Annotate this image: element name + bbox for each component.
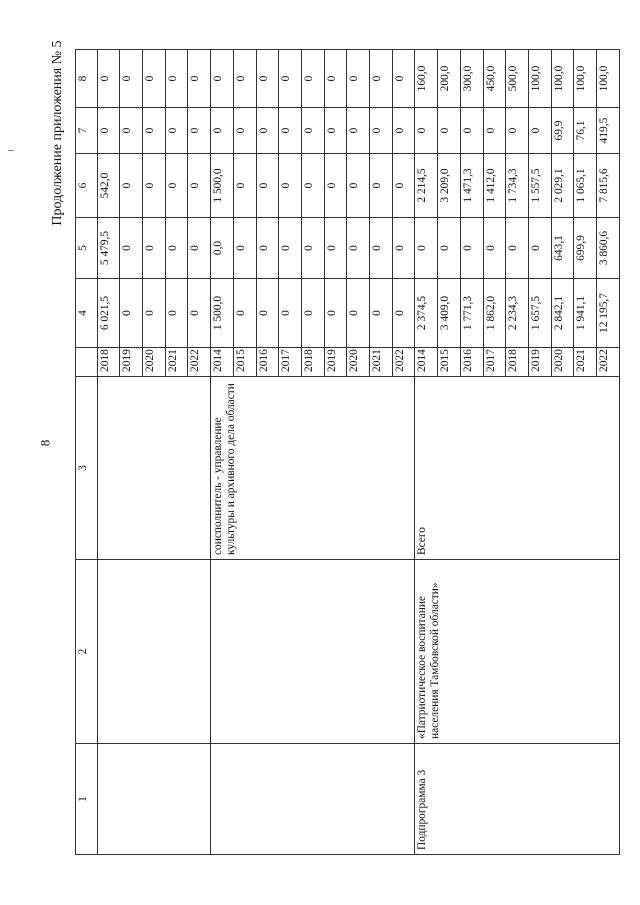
value-cell: 0 [143, 108, 166, 154]
value-cell: 0 [483, 218, 506, 279]
value-cell: 1 771,3 [460, 279, 483, 348]
value-cell: 0 [347, 279, 370, 348]
value-cell: 7 815,6 [597, 154, 620, 218]
year-cell: 2022 [188, 348, 211, 377]
value-cell: 76,1 [574, 108, 597, 154]
value-cell: 1 657,5 [528, 279, 551, 348]
value-cell: 0 [256, 154, 279, 218]
scan-artifact [8, 150, 14, 151]
value-cell: 2 234,3 [506, 279, 529, 348]
value-cell: 2 029,1 [551, 154, 574, 218]
col-header-year [76, 348, 98, 377]
coexecutor-cell: соисполнитель - управление культуры и архивного дела области [211, 377, 415, 560]
subprogram-name-cell: «Патриотическое воспитание населения Тамбовской области» [415, 560, 620, 744]
value-cell: 0 [165, 279, 188, 348]
year-cell: 2021 [370, 348, 393, 377]
value-cell: 0 [347, 218, 370, 279]
block-a-col2 [97, 560, 211, 744]
value-cell: 2 214,5 [415, 154, 438, 218]
value-cell: 0 [97, 50, 120, 108]
header-row [76, 50, 98, 855]
year-cell: 2021 [165, 348, 188, 377]
value-cell: 643,1 [551, 218, 574, 279]
value-cell: 0 [324, 218, 347, 279]
value-cell: 0 [256, 218, 279, 279]
value-cell: 0 [279, 108, 302, 154]
value-cell: 0 [211, 108, 234, 154]
continuation-title: Продолжение приложения № 5 [50, 40, 65, 226]
value-cell: 0 [347, 108, 370, 154]
year-cell: 2019 [324, 348, 347, 377]
value-cell: 0 [483, 108, 506, 154]
value-cell: 6 021,5 [97, 279, 120, 348]
value-cell: 0 [143, 279, 166, 348]
rotated-table-wrapper [75, 50, 620, 855]
year-cell: 2020 [551, 348, 574, 377]
value-cell: 0 [233, 50, 256, 108]
value-cell: 0 [165, 108, 188, 154]
value-cell: 0 [143, 218, 166, 279]
value-cell: 0 [188, 154, 211, 218]
value-cell: 500,0 [506, 50, 529, 108]
value-cell: 0 [301, 154, 324, 218]
value-cell: 5 479,5 [97, 218, 120, 279]
page-number: 8 [37, 439, 53, 447]
value-cell: 100,0 [551, 50, 574, 108]
year-cell: 2014 [415, 348, 438, 377]
value-cell: 0 [143, 50, 166, 108]
year-cell: 2016 [460, 348, 483, 377]
value-cell: 0 [279, 50, 302, 108]
value-cell: 0 [460, 108, 483, 154]
col-header-4: 4 [76, 279, 98, 348]
value-cell: 0 [165, 154, 188, 218]
value-cell: 0 [370, 154, 393, 218]
col-header-3: 3 [76, 377, 98, 560]
value-cell: 3 860,6 [597, 218, 620, 279]
value-cell: 0 [301, 279, 324, 348]
col-header-7: 7 [76, 108, 98, 154]
value-cell: 0 [301, 218, 324, 279]
value-cell: 3 209,0 [438, 154, 461, 218]
value-cell: 0 [120, 50, 143, 108]
value-cell: 0 [256, 50, 279, 108]
value-cell: 0 [324, 50, 347, 108]
value-cell: 0 [188, 218, 211, 279]
value-cell: 0 [460, 218, 483, 279]
value-cell: 542,0 [97, 154, 120, 218]
year-cell: 2021 [574, 348, 597, 377]
col-header-1: 1 [76, 744, 98, 855]
year-cell: 2015 [438, 348, 461, 377]
value-cell: 0 [528, 108, 551, 154]
value-cell: 0 [392, 279, 415, 348]
block-b-col2 [211, 560, 415, 744]
value-cell: 0 [324, 154, 347, 218]
subprogram-label-cell: Подпрограмма 3 [415, 744, 620, 855]
block-b-col1 [211, 744, 415, 855]
value-cell: 2 842,1 [551, 279, 574, 348]
value-cell: 699,9 [574, 218, 597, 279]
value-cell: 0 [120, 108, 143, 154]
value-cell: 0,0 [211, 218, 234, 279]
value-cell: 0 [392, 218, 415, 279]
value-cell: 0 [324, 279, 347, 348]
year-cell: 2015 [233, 348, 256, 377]
value-cell: 300,0 [460, 50, 483, 108]
value-cell: 1 412,0 [483, 154, 506, 218]
value-cell: 0 [188, 108, 211, 154]
col-header-8: 8 [76, 50, 98, 108]
value-cell: 1 500,0 [211, 154, 234, 218]
value-cell: 0 [233, 279, 256, 348]
value-cell: 0 [370, 279, 393, 348]
year-cell: 2018 [506, 348, 529, 377]
value-cell: 0 [233, 218, 256, 279]
value-cell: 1 500,0 [211, 279, 234, 348]
budget-table [75, 49, 620, 855]
value-cell: 200,0 [438, 50, 461, 108]
col-header-2: 2 [76, 560, 98, 744]
value-cell: 0 [370, 218, 393, 279]
value-cell: 0 [143, 154, 166, 218]
year-cell: 2022 [597, 348, 620, 377]
value-cell: 2 374,5 [415, 279, 438, 348]
year-cell: 2019 [120, 348, 143, 377]
table-row [97, 50, 120, 855]
value-cell: 69,9 [551, 108, 574, 154]
block-a-col1 [97, 744, 211, 855]
value-cell: 0 [97, 108, 120, 154]
value-cell: 100,0 [597, 50, 620, 108]
value-cell: 0 [415, 218, 438, 279]
value-cell: 0 [347, 50, 370, 108]
table-row [211, 50, 234, 855]
value-cell: 0 [165, 50, 188, 108]
value-cell: 0 [506, 218, 529, 279]
value-cell: 0 [301, 108, 324, 154]
table-row [415, 50, 438, 855]
value-cell: 0 [279, 279, 302, 348]
value-cell: 100,0 [528, 50, 551, 108]
value-cell: 1 734,3 [506, 154, 529, 218]
value-cell: 0 [438, 218, 461, 279]
value-cell: 0 [392, 108, 415, 154]
value-cell: 0 [279, 154, 302, 218]
value-cell: 0 [188, 50, 211, 108]
value-cell: 450,0 [483, 50, 506, 108]
value-cell: 0 [120, 154, 143, 218]
year-cell: 2014 [211, 348, 234, 377]
year-cell: 2017 [279, 348, 302, 377]
value-cell: 419,5 [597, 108, 620, 154]
value-cell: 0 [392, 50, 415, 108]
value-cell: 0 [506, 108, 529, 154]
value-cell: 0 [324, 108, 347, 154]
value-cell: 0 [233, 108, 256, 154]
value-cell: 160,0 [415, 50, 438, 108]
value-cell: 100,0 [574, 50, 597, 108]
value-cell: 0 [415, 108, 438, 154]
year-cell: 2018 [301, 348, 324, 377]
value-cell: 0 [370, 108, 393, 154]
value-cell: 0 [347, 154, 370, 218]
value-cell: 12 195,7 [597, 279, 620, 348]
value-cell: 1 862,0 [483, 279, 506, 348]
year-cell: 2017 [483, 348, 506, 377]
value-cell: 0 [301, 50, 324, 108]
year-cell: 2022 [392, 348, 415, 377]
value-cell: 0 [528, 218, 551, 279]
col-header-5: 5 [76, 218, 98, 279]
value-cell: 0 [211, 50, 234, 108]
value-cell: 0 [392, 154, 415, 218]
value-cell: 0 [256, 279, 279, 348]
value-cell: 1 557,5 [528, 154, 551, 218]
year-cell: 2019 [528, 348, 551, 377]
value-cell: 0 [120, 279, 143, 348]
total-executor-cell: Всего [415, 377, 620, 560]
value-cell: 1 941,1 [574, 279, 597, 348]
value-cell: 0 [233, 154, 256, 218]
value-cell: 0 [279, 218, 302, 279]
value-cell: 0 [165, 218, 188, 279]
value-cell: 1 065,1 [574, 154, 597, 218]
year-cell: 2018 [97, 348, 120, 377]
value-cell: 1 471,3 [460, 154, 483, 218]
year-cell: 2016 [256, 348, 279, 377]
value-cell: 0 [188, 279, 211, 348]
block-a-col3 [97, 377, 211, 560]
year-cell: 2020 [347, 348, 370, 377]
value-cell: 0 [370, 50, 393, 108]
value-cell: 0 [256, 108, 279, 154]
value-cell: 3 409,0 [438, 279, 461, 348]
col-header-6: 6 [76, 154, 98, 218]
value-cell: 0 [438, 108, 461, 154]
value-cell: 0 [120, 218, 143, 279]
year-cell: 2020 [143, 348, 166, 377]
